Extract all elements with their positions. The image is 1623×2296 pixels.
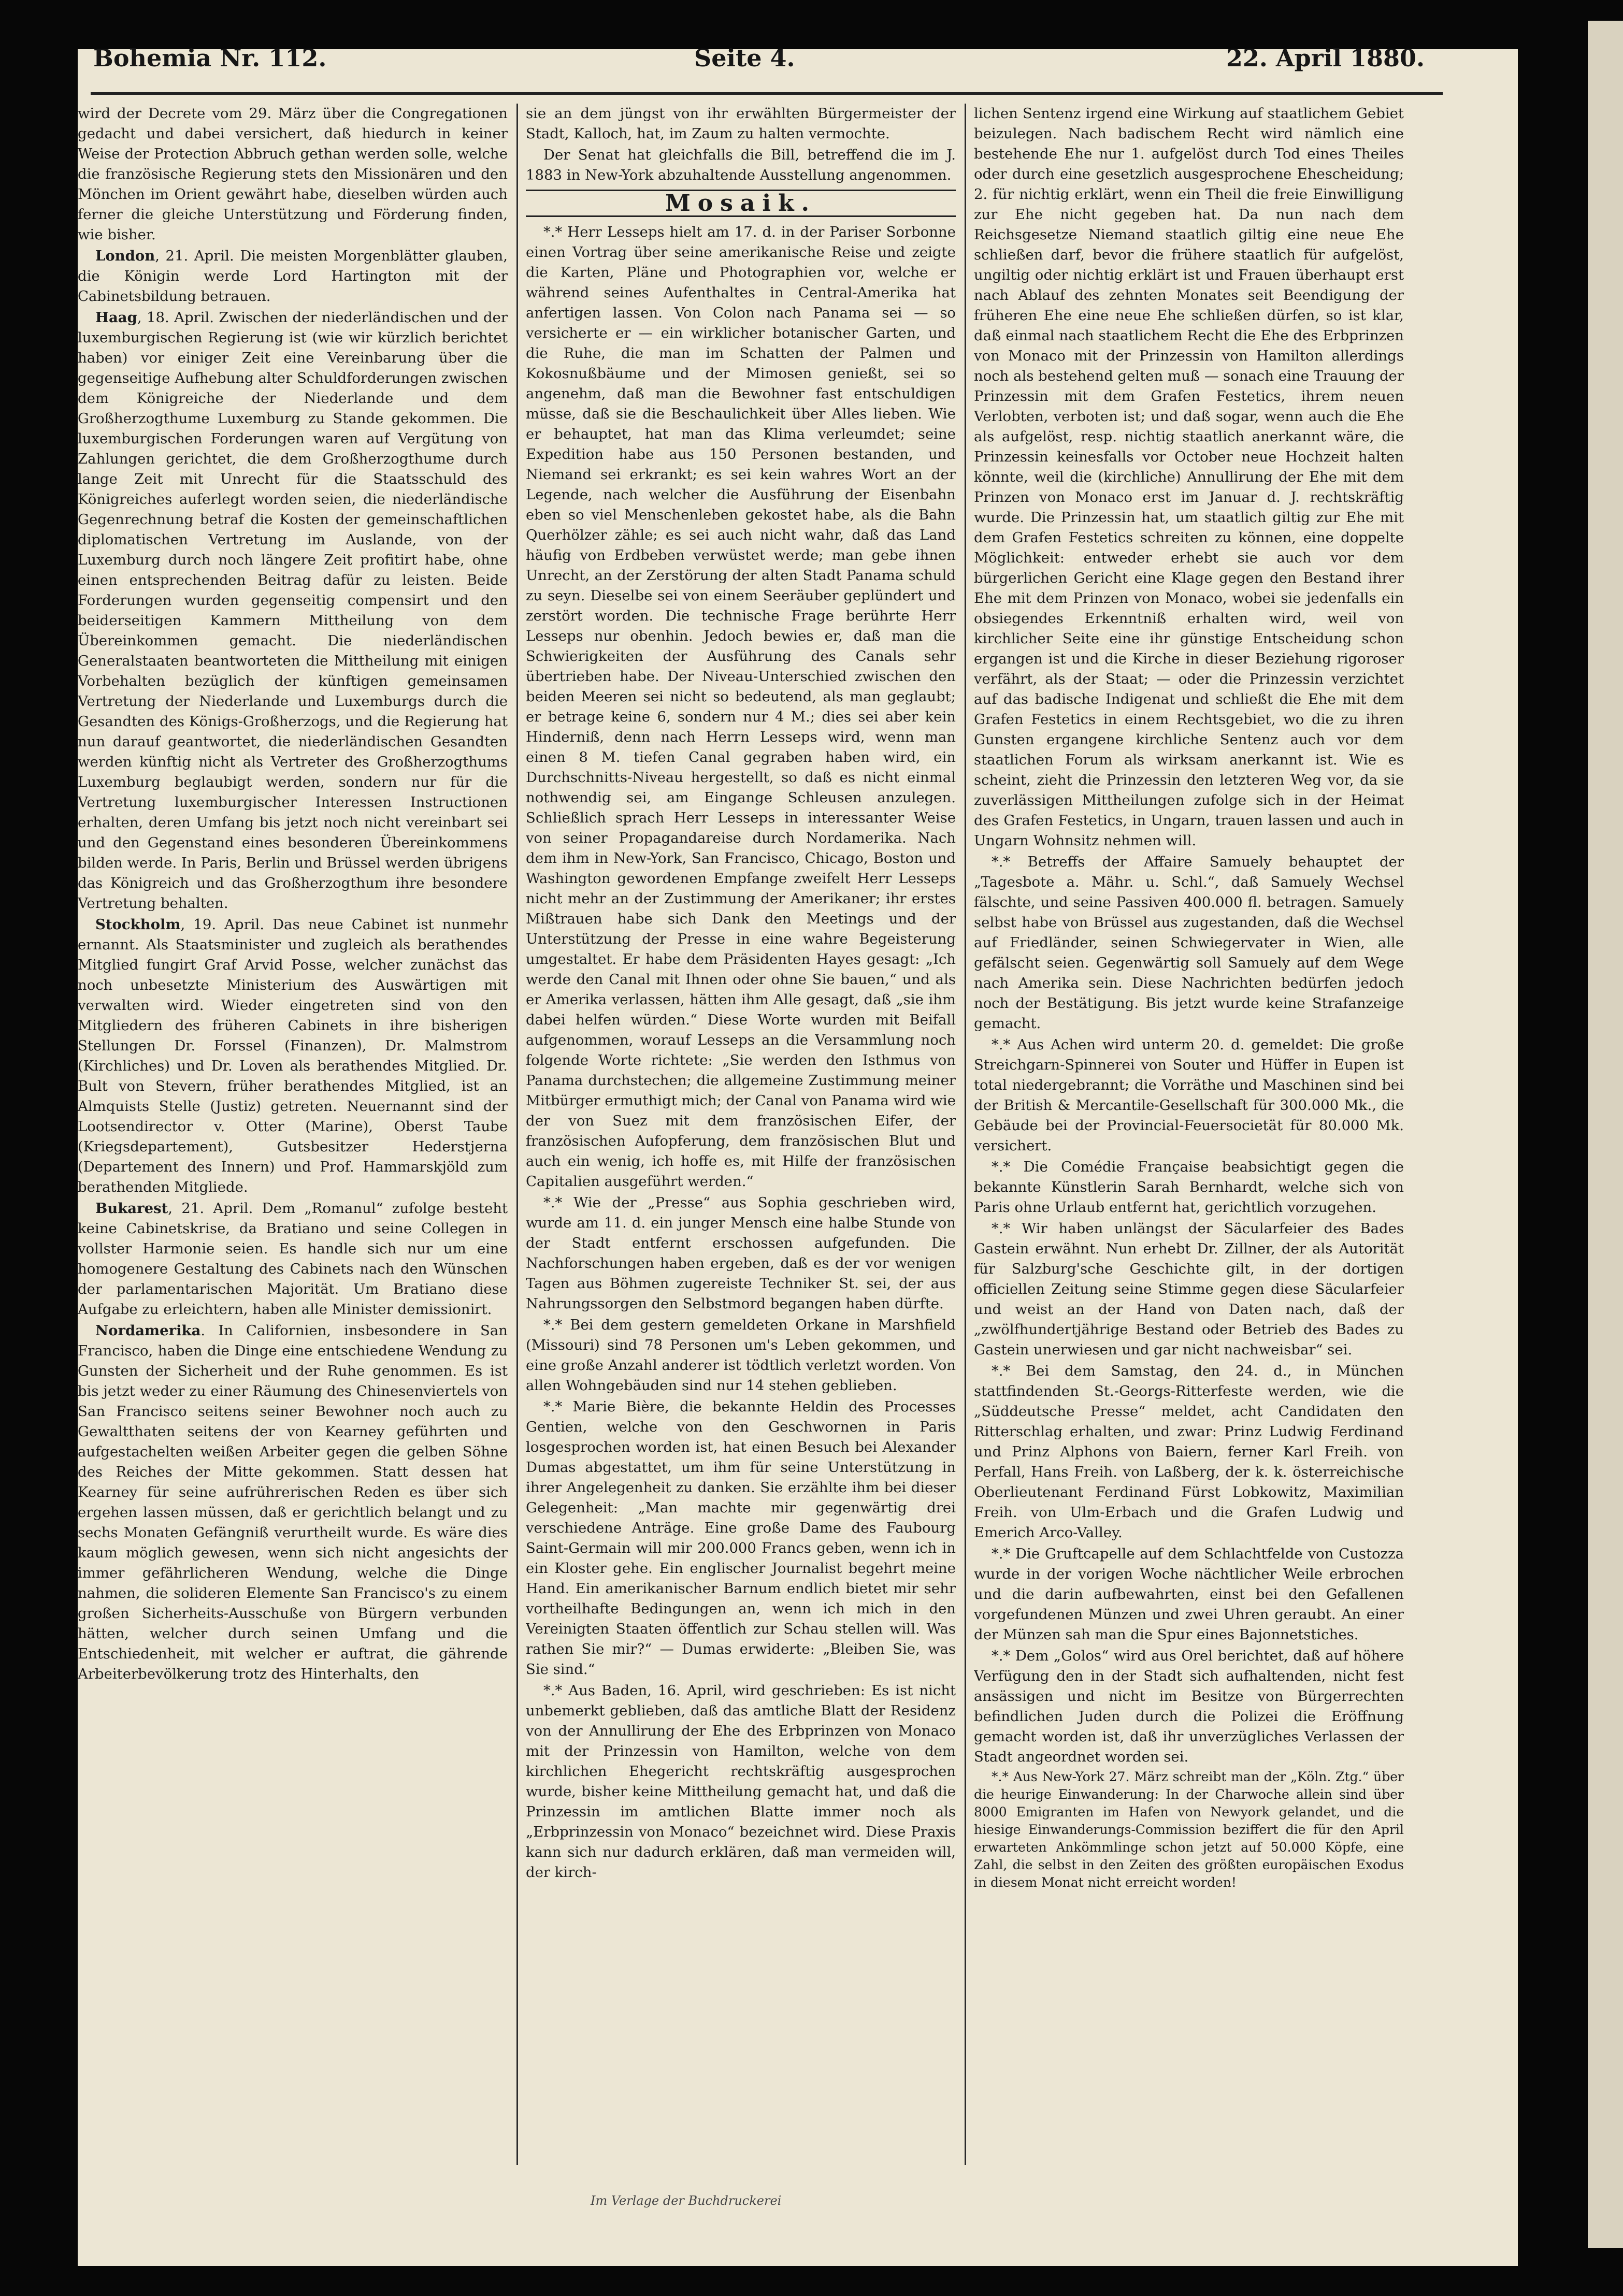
column-rule <box>965 104 966 2165</box>
masthead-issue: Bohemia Nr. 112. <box>93 44 327 72</box>
article-paragraph: lichen Sentenz irgend eine Wirkung auf staatlichem Gebiet beizulegen. Nach badischem Recht wird nämlich eine bestehende Ehe nur 1. aufgelöst durch Tod eines Theiles oder durch eine gesetzlich ausgesprochene Ehescheidung; 2. für nichtig erklärt, wenn ein Theil die freie Einwilligung zur Ehe nicht gegeben hat. Da nun nach dem Reichsgesetze Niemand staatlich giltig eine neue Ehe schließen darf, bevor die frühere staatlich für aufgelöst, ungiltig oder nichtig erklärt ist und Frauen überhaupt erst nach Ablauf des zehnten Monates seit Beendigung der früheren Ehe eine neue Ehe schließen dürfen, so ist klar, daß einmal nach staatlichem Recht die Ehe des Erbprinzen von Monaco mit der Prinzessin von Hamilton allerdings noch als bestehend gelten muß — sonach eine Trauung der Prinzessin mit dem Grafen Festetics, ihrem neuen Verlobten, verboten ist; und daß sogar, wenn auch die Ehe als aufgelöst, resp. nichtig staatlich anerkannt wäre, die Prinzessin keinesfalls vor October neue Hochzeit halten könnte, weil die (kirchliche) Annullirung der Ehe mit dem Prinzen von Monaco erst im Januar d. J. rechtskräftig wurde. Die Prinzessin hat, um staatlich giltig zur Ehe mit dem Grafen Festetics schreiten zu können, eine doppelte Möglichkeit: entweder erhebt sie auch vor dem bürgerlichen Gericht eine Klage gegen den Bestand ihrer Ehe mit dem Prinzen von Monaco, wobei sie jedenfalls ein obsiegendes Erkenntniß erhalten wird, weil von kirchlicher Seite eine ihr günstige Entscheidung schon ergangen ist und die Kirche in dieser Beziehung rigoroser verfährt, als der Staat; — oder die Prinzessin verzichtet auf das badische Indigenat und schließt die Ehe mit dem Grafen Festetics in einem Rechtsgebiet, wo die zu ihren Gunsten ergangene kirchliche Sentenz auch vor dem staatlichen Forum als wirksam anerkannt ist. Wie es scheint, zieht die Prinzessin den letzteren Weg vor, da sie zuverlässigen Mittheilungen zufolge sich in der Heimat des Grafen Festetics, in Ungarn, trauen lassen und auch in Ungarn Wohnsitz nehmen will. <box>974 105 1404 849</box>
column-1 <box>78 104 508 2186</box>
mosaik-item: *.* Marie Bière, die bekannte Heldin des Processes Gentien, welche von den Geschwornen in Paris losgesprochen worden ist, hat einen Besuch bei Alexander Dumas abgestattet, um ihm für seine Unterstützung in ihrer Angelegenheit zu danken. Sie erzählte ihm bei dieser Gelegenheit: „Man machte mir gegenwärtig drei verschiedene Anträge. Eine große Dame des Faubourg Saint-Germain will mir 200.000 Francs geben, wenn ich in ein Kloster gehe. Ein englischer Journalist begehrt meine Hand. Ein amerikanischer Barnum endlich bietet mir sehr vortheilhafte Bedingungen an, wenn ich mich in den Vereinigten Staaten öffentlich zur Schau stellen will. Was rathen Sie mir?“ — Dumas erwiderte: „Bleiben Sie, was Sie sind.“ <box>526 1398 956 1678</box>
issue-date: 22. April 1880. <box>1226 44 1425 72</box>
article-paragraph: Der Senat hat gleichfalls die Bill, betreffend die im J. 1883 in New-York abzuhaltende Ausstellung angenommen. <box>526 147 956 183</box>
mosaik-item: *.* Dem „Golos“ wird aus Orel berichtet, daß auf höhere Verfügung den in der Stadt sich aufhaltenden, nicht fest ansässigen und nicht im Besitze von Bürgerrechten befindlichen Juden durch die Polizei die Eröffnung gemacht worden ist, daß ihr unverzügliches Verlassen der Stadt angeordnet worden sei. <box>974 1648 1404 1765</box>
mosaik-item: *.* Wir haben unlängst der Säcularfeier des Bades Gastein erwähnt. Nun erhebt Dr. Zillner, der als Autorität für Salzburg'sche Geschichte gilt, in der dortigen officiellen Zeitung seine Stimme gegen diese Säcularfeier und weist an der Hand von Daten nach, daß der „zwölfhundertjährige Bestand oder Betrieb des Bades zu Gastein unerwiesen und gar nicht nachweisbar“ sei. <box>974 1220 1404 1358</box>
mosaik-item: *.* Aus New-York 27. März schreibt man der „Köln. Ztg.“ über die heurige Einwanderung: In der Charwoche allein sind über 8000 Emigranten im Hafen von Newyork gelandet, und die hiesige Einwanderungs-Commission beziffert die für den April erwarteten Ankömmlinge schon jetzt auf 50.000 Köpfe, eine Zahl, die selbst in den Zeiten des größten europäischen Exodus in diesem Monat nicht erreicht worden! <box>974 1769 1404 1890</box>
dateline-place: Bukarest <box>95 1200 168 1217</box>
dateline-place: Haag <box>95 309 137 326</box>
news-item-haag <box>78 308 508 914</box>
mosaik-item: *.* Die Gruftcapelle auf dem Schlachtfelde von Custozza wurde in der vorigen Woche nächtlicher Weile erbrochen und die darin aufbewahrten, einst bei den Gefallenen vorgefundenen Münzen und zwei Uhren geraubt. An einer der Münzen sah man die Spur eines Bajonnetstiches. <box>974 1546 1404 1643</box>
news-item-stockholm <box>78 915 508 1197</box>
news-item-bukarest <box>78 1198 508 1320</box>
dateline-place: Stockholm <box>95 916 181 933</box>
mosaik-item: *.* Wie der „Presse“ aus Sophia geschrieben wird, wurde am 11. d. ein junger Mensch eine halbe Stunde von der Stadt entfernt erschossen aufgefunden. Die Nachforschungen haben ergeben, daß es der vor wenigen Tagen aus Böhmen zugereiste Techniker St. sei, der aus Nahrungssorgen den Selbstmord begangen haben dürfte. <box>526 1194 956 1312</box>
header-rule <box>91 92 1443 95</box>
news-item-nordamerika <box>78 1321 508 1684</box>
mosaik-item: *.* Bei dem Samstag, den 24. d., in München stattfindenden St.-Georgs-Ritterfeste werden, wie die „Süddeutsche Presse“ meldet, acht Candidaten den Ritterschlag erhalten, und zwar: Prinz Ludwig Ferdinand und Prinz Alphons von Baiern, ferner Karl Freih. von Perfall, Hans Freih. von Laßberg, der k. k. österreichische Oberlieutenant Ferdinand Fürst Lobkowitz, Maximilian Freih. von Ulm-Erbach und die Grafen Ludwig und Emerich Arco-Valley. <box>974 1363 1404 1541</box>
article-paragraph: sie an dem jüngst von ihr erwählten Bürgermeister der Stadt, Kalloch, hat, im Zaum zu halten vermochte. <box>526 105 956 142</box>
section-heading-mosaik: Mosaik. <box>526 190 956 217</box>
mosaik-item: *.* Betreffs der Affaire Samuely behauptet der „Tagesbote a. Mähr. u. Schl.“, daß Samuely Wechsel fälschte, und seine Passiven 400.000 fl. betragen. Samuely selbst habe von Brüssel aus zugestanden, daß die Wechsel auf Friedländer, seinen Schwiegervater in Wien, alle gefälscht seien. Gegenwärtig soll Samuely auf dem Wege nach Amerika sein. Diese Nachrichten bedürfen jedoch noch der Bestätigung. Bis jetzt wurde keine Strafanzeige gemacht. <box>974 854 1404 1032</box>
dateline-place: London <box>95 248 155 264</box>
column-3 <box>974 104 1404 2186</box>
mosaik-item: *.* Bei dem gestern gemeldeten Orkane in Marshfield (Missouri) sind 78 Personen um's Leben gekommen, und eine große Anzahl anderer ist tödtlich verletzt worden. Von allen Wohngebäuden sind nur 14 stehen geblieben. <box>526 1317 956 1394</box>
column-2 <box>526 104 956 2186</box>
column-rule <box>516 104 518 2165</box>
mosaik-item: *.* Aus Baden, 16. April, wird geschrieben: Es ist nicht unbemerkt geblieben, daß das amtliche Blatt der Residenz von der Annullirung der Ehe des Erbprinzen von Monaco mit der Prinzessin von Hamilton, welche von dem kirchlichen Ehegericht rechtskräftig ausgesprochen wurde, bisher keine Mittheilung gemacht hat, und daß die Prinzessin im amtlichen Blatte immer noch als „Erbprinzessin von Monaco“ bezeichnet wird. Diese Praxis kann sich nur dadurch erklären, daß man vermeiden will, der kirch- <box>526 1682 956 1881</box>
page-header <box>93 44 1440 91</box>
news-text: , 21. April. Die meisten Morgenblätter glauben, die Königin werde Lord Hartington mit der Cabinetsbildung betrauen. <box>78 248 508 305</box>
next-page-edge <box>1588 21 1623 2248</box>
news-text: . In Californien, insbesondere in San Francisco, haben die Dinge eine entschiedene Wendung zu Gunsten der Sicherheit und der Ruhe genommen. Es ist bis jetzt weder zu einer Räumung des Chinesenviertels von San Francisco seitens seiner Bewohner noch auch zu Gewaltthaten seitens der von Kearney geführten und aufgestachelten weißen Arbeiter gegen die gelben Söhne des Reiches der Mitte gekommen. Statt dessen hat Kearney für seine aufrührerischen Reden es über sich ergehen lassen müssen, daß er gerichtlich belangt und zu sechs Monaten Gefängniß verurtheilt wurde. Es wäre dies kaum möglich gewesen, wenn sich nicht angesichts der immer gefährlicheren Wendung, welche die Dinge nahmen, die solideren Elemente San Francisco's zu einem großen Sicherheits-Ausschuße von Bürgern verbunden hätten, welcher durch seinen Umfang und die Entschiedenheit, mit welcher er auftrat, die gährende Arbeiterbevölkerung trotz des Hinterhalts, den <box>78 1322 508 1682</box>
bottom-imprint: Im Verlage der Buchdruckerei <box>591 2193 782 2208</box>
mosaik-item: *.* Aus Achen wird unterm 20. d. gemeldet: Die große Streichgarn-Spinnerei von Souter und Hüffer in Eupen ist total niedergebrannt; die Vorräthe und Maschinen sind bei der British & Mercantile-Gesellschaft für 300.000 Mk., die Gebäude bei der Provincial-Feuersocietät für 80.000 Mk. versichert. <box>974 1036 1404 1154</box>
news-item-london <box>78 246 508 307</box>
dateline-place: Nordamerika <box>95 1322 201 1339</box>
article-paragraph: wird der Decrete vom 29. März über die Congregationen gedacht und dabei versichert, daß hiedurch in keiner Weise der Protection Abbruch gethan werden solle, welche die französische Regierung stets den Missionären und den Mönchen im Orient gewährt habe, dieselben würden auch ferner die gleiche Unterstützung und Förderung finden, wie bisher. <box>78 105 508 243</box>
news-text: , 21. April. Dem „Romanul“ zufolge besteht keine Cabinetskrise, da Bratiano und seine Collegen in vollster Harmonie seien. Es handle sich nur um eine homogenere Gestaltung des Cabinets nach den Wünschen der parlamentarischen Majorität. Um Bratiano diese Aufgabe zu erleichtern, haben alle Minister demissionirt. <box>78 1200 508 1318</box>
mosaik-item: *.* Herr Lesseps hielt am 17. d. in der Pariser Sorbonne einen Vortrag über seine amerikanische Reise und zeigte die Karten, Pläne und Photographien vor, welche er während seines Aufenthaltes in Central-Amerika hat anfertigen lassen. Von Colon nach Panama sei — so versicherte er — ein wirklicher botanischer Garten, und die Ruhe, die man im Schatten der Palmen und Kokosnußbäume und der Mimosen genießt, sei so angenehm, daß man die Bewohner fast entschuldigen müsse, daß sie die Beschaulichkeit über Alles lieben. Wie er behauptet, hat man das Klima verleumdet; seine Expedition habe aus 150 Personen bestanden, und Niemand sei erkrankt; es sei kein wahres Wort an der Legende, nach welcher die Ausführung der Eisenbahn eben so viel Menschenleben gekostet habe, als die Bahn Querhölzer zähle; es sei auch nicht wahr, daß das Land häufig von Erdbeben verwüstet werde; man gebe ihnen Unrecht, an der Zerstörung der alten Stadt Panama schuld zu seyn. Dieselbe sei von einem Seeräuber geplündert und zerstört worden. Die technische Frage berührte Herr Lesseps nur obenhin. Jedoch bewies er, daß man die Schwierigkeiten der Ausführung des Canals sehr übertrieben habe. Der Niveau-Unterschied zwischen den beiden Meeren sei nicht so bedeutend, als man geglaubt; er betrage keine 6, sondern nur 4 M.; dies sei aber kein Hinderniß, denn nach Herrn Lesseps wird, wenn man einen 8 M. tiefen Canal gegraben haben wird, ein Durchschnitts-Niveau hergestellt, so daß es nicht einmal nothwendig sei, am Eingange Schleusen anzulegen. Schließlich sprach Herr Lesseps in interessanter Weise von seiner Propagandareise durch Nordamerika. Nach dem ihm in New-York, San Francisco, Chicago, Boston und Washington gewordenen Empfange zweifelt Herr Lesseps nicht mehr an der Zustimmung der Amerikaner; ihr erstes Mißtrauen habe sich Dank den Meetings und der Unterstützung der Presse in eine wahre Begeisterung umgestaltet. Er habe dem Präsidenten Hayes gesagt: „Ich werde den Canal mit Ihnen oder ohne Sie bauen,“ und als er Amerika verlassen, hätten ihm Alle gesagt, daß „sie ihm dabei helfen würden.“ Diese Worte wurden mit Beifall aufgenommen, worauf Lesseps an die Versammlung noch folgende Worte richtete: „Sie werden den Isthmus von Panama durchstechen; die allgemeine Zustimmung meiner Mitbürger ermuthigt mich; der Canal von Panama wird wie der von Suez mit dem französischen Eifer, der französischen Aufopferung, dem französischen Blut und auch ein wenig, ich hoffe es, mit Hilfe der französischen Capitalien ausgeführt werden.“ <box>526 224 956 1190</box>
mosaik-item: *.* Die Comédie Française beabsichtigt gegen die bekannte Künstlerin Sarah Bernhardt, welche sich von Paris ohne Urlaub entfernt hat, gerichtlich vorzugehen. <box>974 1159 1404 1216</box>
news-text: , 18. April. Zwischen der niederländischen und der luxemburgischen Regierung ist (wie wir kürzlich berichtet haben) vor einiger Zeit eine Vereinbarung über die gegenseitige Aufhebung alter Schuldforderungen zwischen dem Königreiche der Niederlande und dem Großherzogthume Luxemburg zu Stande gekommen. Die luxemburgischen Forderungen waren auf Vergütung von Zahlungen gerichtet, die dem Großherzogthume durch lange Zeit mit Unrecht für die Staatsschuld des Königreiches auferlegt worden seien, die niederländische Gegenrechnung betraf die Kosten der gemeinschaftlichen diplomatischen Vertretung im Auslande, von der Luxemburg durch noch längere Zeit profitirt habe, ohne einen entsprechenden Beitrag dafür zu leisten. Beide Forderungen wurden gegenseitig compensirt und den beiderseitigen Kammern Mittheilung von dem Übereinkommen gemacht. Die niederländischen Generalstaaten beantworteten die Mittheilung mit einigen Vorbehalten bezüglich der künftigen gemeinsamen Vertretung der Niederlande und Luxemburgs durch die Gesandten des Königs-Großherzogs, und die Regierung hat nun darauf geantwortet, die niederländischen Gesandten werden künftig nicht als Vertreter des Großherzogthums Luxemburg beglaubigt werden, sondern nur für die Vertretung luxemburgischer Interessen Instructionen erhalten, deren Umfang bis jetzt noch nicht vereinbart sei und den Gegenstand eines besonderen Übereinkommens bilden werde. In Paris, Berlin und Brüssel werden übrigens das Königreich und das Großherzogthum ihre besondere Vertretung behalten. <box>78 309 508 912</box>
news-text: , 19. April. Das neue Cabinet ist nunmehr ernannt. Als Staatsminister und zugleich als berathendes Mitglied fungirt Graf Arvid Posse, welcher zunächst das noch unbesetzte Ministerium des Auswärtigen mit verwalten wird. Wieder eingetreten sind von den Mitgliedern des früheren Cabinets in ihre bisherigen Stellungen Dr. Forssel (Finanzen), Dr. Malmstrom (Kirchliches) und Dr. Loven als berathendes Mitglied. Dr. Bult von Stevern, früher berathendes Mitglied, ist an Almquists Stelle (Justiz) getreten. Neuernannt sind der Lootsendirector v. Otter (Marine), Oberst Taube (Kriegsdepartement), Gutsbesitzer Hederstjerna (Departement des Innern) und Prof. Hammarskjöld zum berathenden Mitgliede. <box>78 916 508 1195</box>
page-number: Seite 4. <box>694 44 795 72</box>
